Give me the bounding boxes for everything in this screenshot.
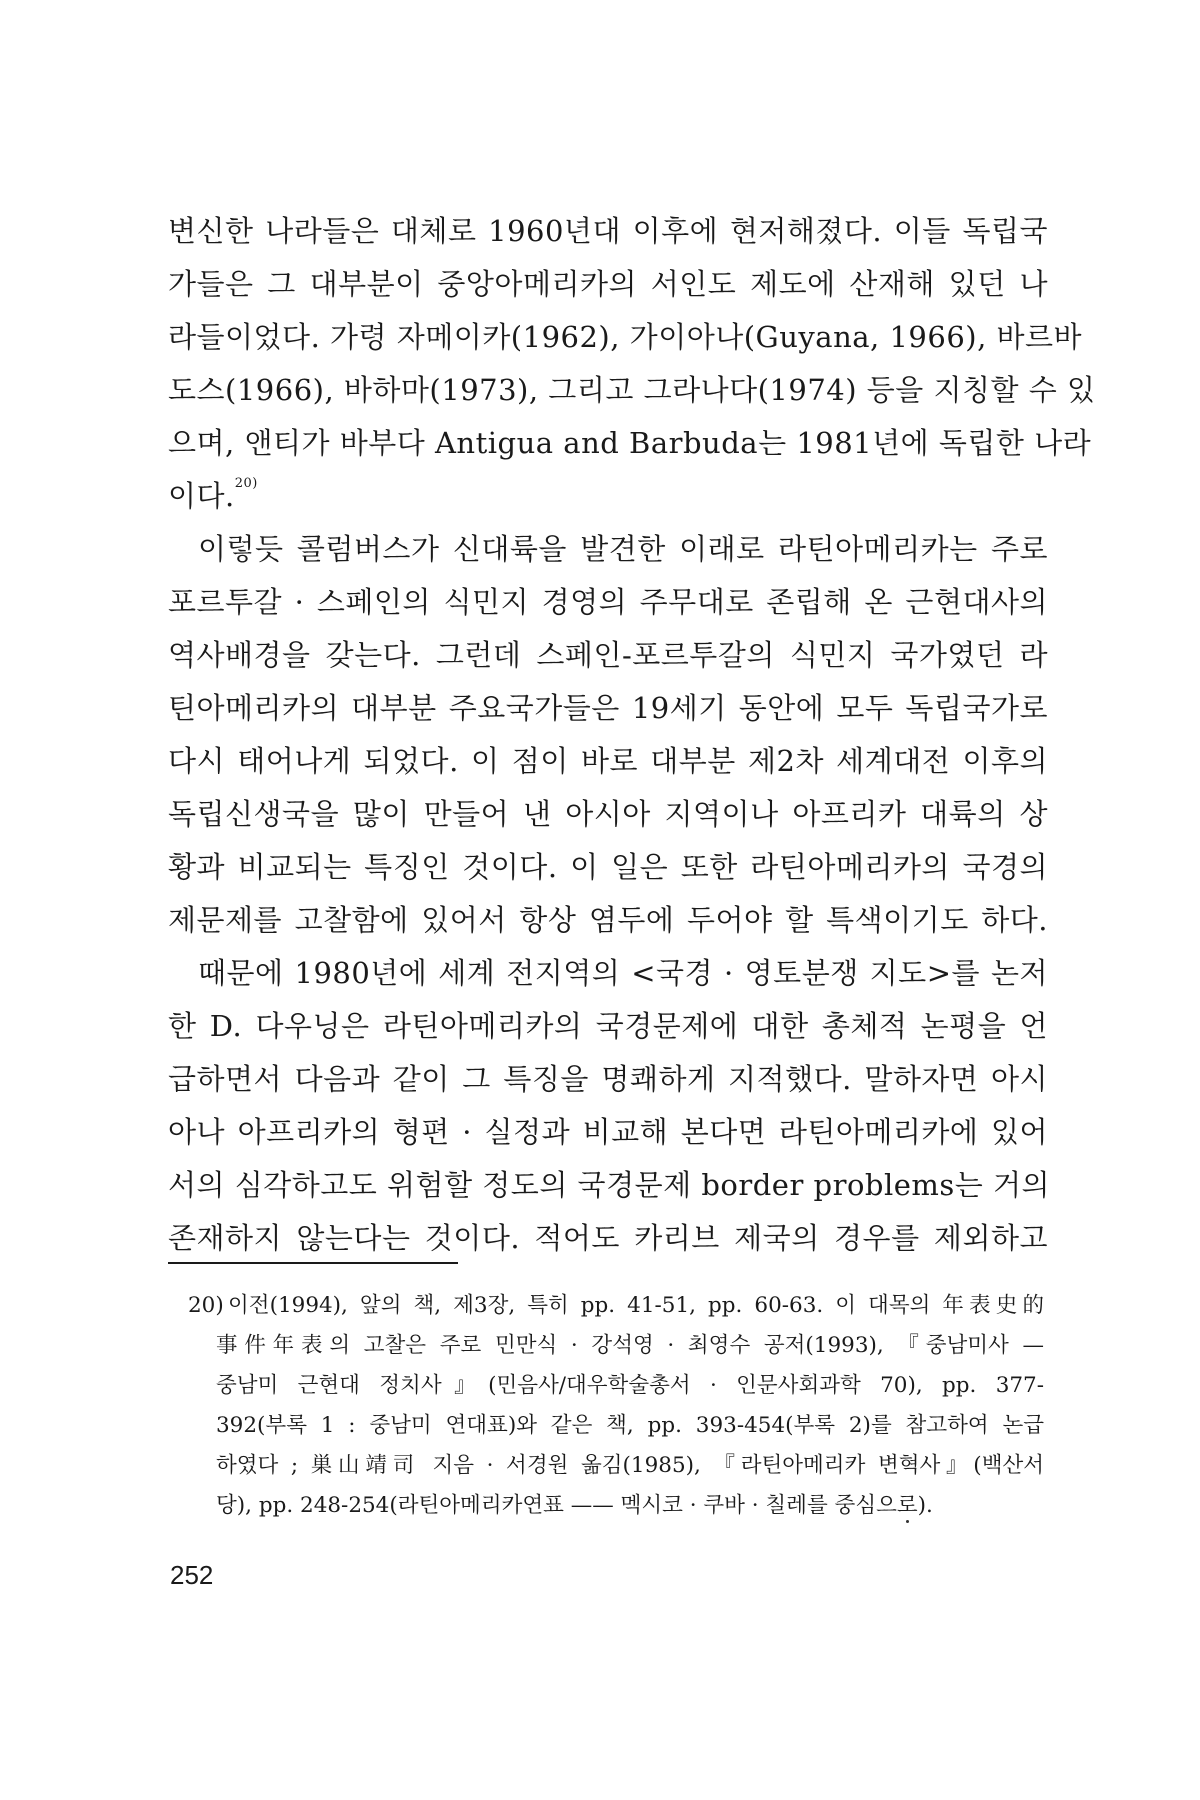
- footnote-divider: [168, 1262, 458, 1264]
- footnote-line: 중남미 근현대 정치사』(민음사/대우학술총서 · 인문사회과학 70), pp. 377-: [216, 1373, 1044, 1398]
- footnote-reference: 20): [234, 476, 258, 492]
- text-line: 황과 비교되는 특징인 것이다. 이 일은 또한 라틴아메리카의 국경의: [168, 850, 1048, 884]
- footnote-line: 事件年表의 고찰은 주로 민만식 · 강석영 · 최영수 공저(1993), 『중남미사 —: [216, 1333, 1044, 1358]
- page-number: 252: [170, 1560, 214, 1590]
- footnote-line: 하였다 ; 巣山靖司 지음 · 서경원 옮김(1985), 『라틴아메리카 변혁사』(백산서: [216, 1453, 1044, 1478]
- text-line: 가들은 그 대부분이 중앙아메리카의 서인도 제도에 산재해 있던 나: [168, 267, 1048, 301]
- text-line: 때문에 1980년에 세계 전지역의 <국경 · 영토분쟁 지도>를 논저: [198, 956, 1048, 990]
- footnote-line: 당), pp. 248-254(라틴아메리카연표 —— 멕시코 · 쿠바 · 칠레를 중심으로).: [216, 1493, 933, 1518]
- text-line: 변신한 나라들은 대체로 1960년대 이후에 현저해졌다. 이들 독립국: [168, 214, 1048, 248]
- text-line: 독립신생국을 많이 만들어 낸 아시아 지역이나 아프리카 대륙의 상: [168, 797, 1048, 831]
- footnote-number: 20): [188, 1293, 224, 1318]
- text-line: 으며, 앤티가 바부다 Antigua and Barbuda는 1981년에 독립한 나라: [168, 426, 1092, 460]
- text-line: 포르투갈 · 스페인의 식민지 경영의 주무대로 존립해 온 근현대사의: [168, 585, 1048, 619]
- text-line: 급하면서 다음과 같이 그 특징을 명쾌하게 지적했다. 말하자면 아시: [168, 1062, 1048, 1096]
- text-line: 제문제를 고찰함에 있어서 항상 염두에 두어야 할 특색이기도 하다.: [168, 903, 1048, 937]
- text-line: 아나 아프리카의 형편 · 실정과 비교해 본다면 라틴아메리카에 있어: [168, 1115, 1048, 1149]
- text-line: 도스(1966), 바하마(1973), 그리고 그라나다(1974) 등을 지칭할 수 있: [168, 373, 1096, 407]
- footnote-text: 이전(1994), 앞의 책, 제3장, 특히 pp. 41-51, pp. 60-63. 이 대목의 年表史的: [228, 1293, 1044, 1318]
- text-line: 이렇듯 콜럼버스가 신대륙을 발견한 이래로 라틴아메리카는 주로: [198, 532, 1048, 566]
- text-line: 역사배경을 갖는다. 그런데 스페인-포르투갈의 식민지 국가였던 라: [168, 638, 1048, 672]
- print-speck: [906, 1520, 909, 1523]
- text-line: 라들이었다. 가령 자메이카(1962), 가이아나(Guyana, 1966), 바르바: [168, 320, 1083, 354]
- text-line: [168, 470, 1048, 523]
- text-line: 서의 심각하고도 위험할 정도의 국경문제 border problems는 거의: [168, 1168, 1051, 1202]
- text-line: 존재하지 않는다는 것이다. 적어도 카리브 제국의 경우를 제외하고: [168, 1221, 1048, 1255]
- footnote-line: [188, 1286, 1044, 1326]
- paragraph-end-text: 이다.: [168, 479, 235, 513]
- body-text: [168, 205, 1096, 1265]
- text-line: 틴아메리카의 대부분 주요국가들은 19세기 동안에 모두 독립국가로: [168, 691, 1048, 725]
- text-line: 한 D. 다우닝은 라틴아메리카의 국경문제에 대한 총체적 논평을 언: [168, 1009, 1048, 1043]
- footnote-line: 392(부록 1 : 중남미 연대표)와 같은 책, pp. 393-454(부록 2)를 참고하여 논급: [216, 1413, 1044, 1438]
- footnote: [188, 1286, 1044, 1526]
- text-line: 다시 태어나게 되었다. 이 점이 바로 대부분 제2차 세계대전 이후의: [168, 744, 1048, 778]
